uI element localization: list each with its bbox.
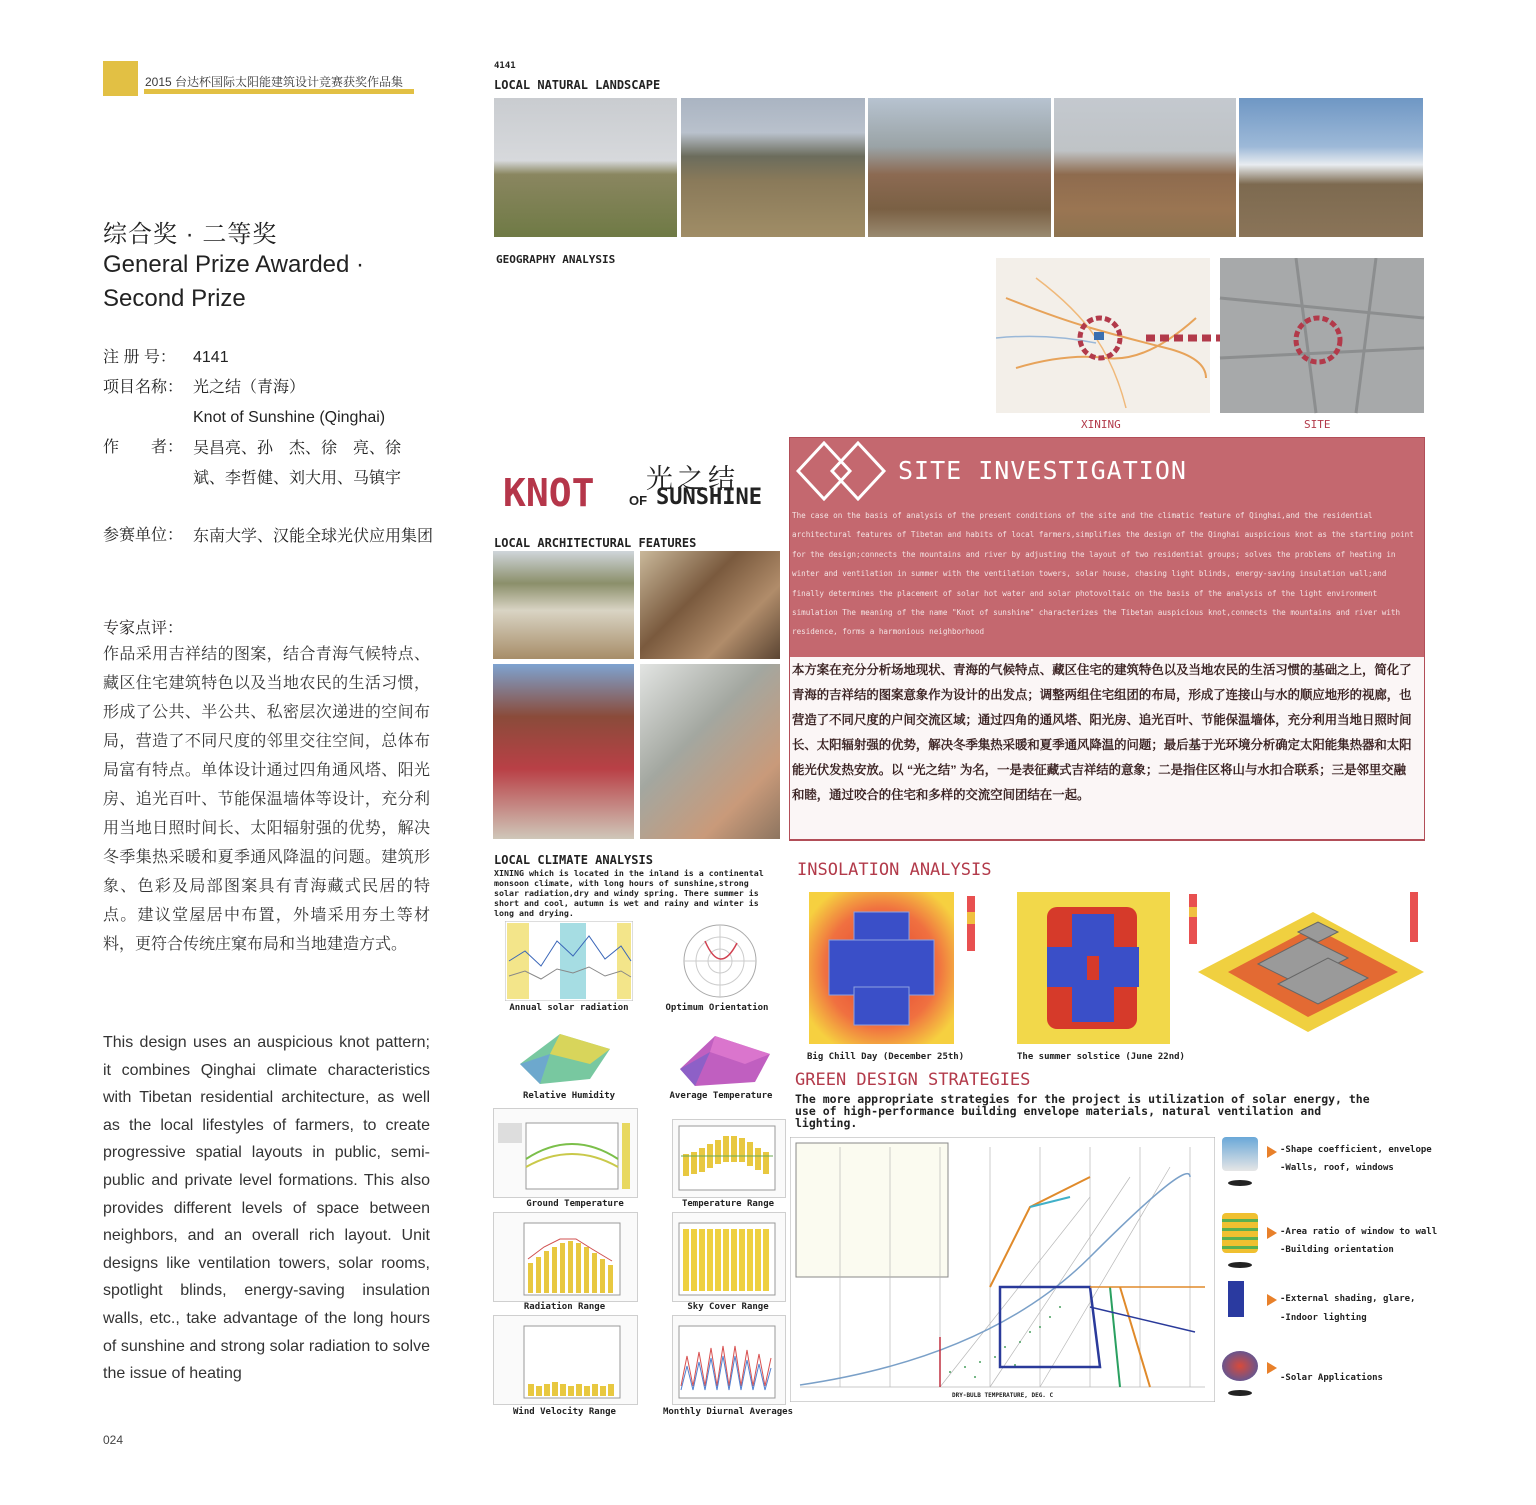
award-title-en: General Prize Awarded · Second Prize — [103, 251, 365, 312]
project-name-en-row — [103, 404, 386, 431]
project-name-en: Knot of Sunshine (Qinghai) — [193, 409, 386, 426]
ground-temperature-caption: Ground Temperature — [526, 1199, 624, 1209]
annual-radiation-chart — [505, 921, 633, 1001]
award-title-cn: 综合奖 · 二等奖 — [103, 221, 278, 248]
window-wall-shadow-icon — [1228, 1262, 1252, 1268]
strategy-1-line-2: -Walls, roof, windows — [1280, 1163, 1394, 1173]
wind-velocity-range-chart — [493, 1315, 638, 1405]
window-wall-ratio-icon — [1222, 1213, 1258, 1253]
optimum-orientation-chart — [675, 921, 765, 1001]
radiation-range-caption: Radiation Range — [523, 1302, 606, 1312]
strategy-2-line-2: -Building orientation — [1280, 1245, 1394, 1255]
green-strategies-title: GREEN DESIGN STRATEGIES — [795, 1070, 1031, 1090]
average-temperature-chart — [670, 1024, 780, 1090]
review-text-en: This design uses an auspicious knot pattern; it combines Qinghai climate characteristics with Tibetan residential architecture, as well as the local lifestyles of farmers, to create progressive spatial layouts in public, semi-public and private level formations. This also provides different levels of space between neighbors, and an overall rich layout. Unit designs like ventilation towers, solar rooms, spotlight blinds, energy-saving insulation walls, etc., take advantage of the long hours of sunshine and strong solar radiation to solve the issue of heating — [103, 1034, 430, 1383]
strategy-3-line-2: -Indoor lighting — [1280, 1313, 1367, 1323]
xining-label: XINING — [1081, 418, 1121, 431]
strategy-4-line-1: -Solar Applications — [1280, 1373, 1383, 1383]
site-investigation-title: SITE INVESTIGATION — [898, 456, 1187, 485]
envelope-icon — [1222, 1137, 1258, 1171]
insolation-winter-caption: Big Chill Day (December 25th) — [807, 1052, 965, 1062]
climate-text: XINING which is located in the inland is a continental monsoon climate, with long hours of sunshine,strong solar radiation,dry and windy spring. There summer is short and cool, autumn is wet and rainy and winter is long and drying. — [494, 868, 764, 918]
psychrometric-legend — [796, 1143, 948, 1277]
architecture-photo-4 — [640, 664, 780, 839]
logo-cn: 光之结 — [646, 464, 739, 494]
registration-value: 4141 — [193, 349, 229, 366]
temperature-range-caption: Temperature Range — [681, 1199, 775, 1209]
registration-label: 注 册 号： — [103, 349, 176, 366]
logo-knot: KNOT — [503, 471, 595, 515]
envelope-shadow-icon — [1228, 1180, 1252, 1186]
strategy-3-line-1: -External shading, glare, — [1280, 1294, 1416, 1304]
architecture-title: LOCAL ARCHITECTURAL FEATURES — [494, 536, 697, 550]
psychrometric-x-label: DRY-BULB TEMPERATURE, DEG. C — [952, 1392, 1054, 1399]
monthly-diurnal-averages-chart — [672, 1315, 786, 1405]
optimum-orientation-caption: Optimum Orientation — [665, 1003, 769, 1013]
knot-diamond-icon — [796, 441, 888, 501]
architecture-photo-3 — [493, 664, 634, 839]
organization-row — [103, 522, 434, 549]
radiation-range-chart — [493, 1212, 638, 1302]
organization-label: 参赛单位： — [103, 527, 184, 544]
annual-radiation-caption: Annual solar radiation — [509, 1003, 629, 1013]
psychrometric-chart — [790, 1137, 1215, 1402]
insolation-winter-map — [809, 892, 979, 1044]
logo-of: OF — [629, 493, 648, 508]
monthly-diurnal-averages-caption: Monthly Diurnal Averages — [662, 1407, 794, 1417]
geography-map — [996, 258, 1426, 436]
landscape-photo-2 — [681, 98, 865, 237]
architecture-photo-1 — [493, 551, 634, 659]
logo-sunshine: SUNSHINE — [656, 485, 762, 510]
landscape-title: LOCAL NATURAL LANDSCAPE — [494, 78, 661, 92]
insolation-summer-map — [1017, 892, 1202, 1044]
review-title: 专家点评： — [103, 620, 184, 637]
strategy-1-line-1: -Shape coefficient, envelope — [1280, 1145, 1432, 1155]
strategy-2-line-1: -Area ratio of window to wall — [1280, 1227, 1438, 1237]
registration-row — [103, 344, 229, 371]
landscape-photo-3 — [868, 98, 1051, 237]
landscape-photo-4 — [1054, 98, 1236, 237]
geography-title: GEOGRAPHY ANALYSIS — [496, 253, 616, 266]
project-name-cn: 光之结（青海） — [193, 379, 306, 396]
page-number: 024 — [103, 1433, 124, 1447]
shading-icon — [1228, 1281, 1244, 1317]
climate-title: LOCAL CLIMATE ANALYSIS — [494, 853, 653, 867]
relative-humidity-caption: Relative Humidity — [522, 1091, 616, 1101]
header-accent-square — [103, 61, 138, 96]
insolation-title: INSOLATION ANALYSIS — [797, 860, 992, 880]
authors-value: 吴昌亮、孙 杰、徐 亮、徐 斌、李哲健、刘大用、马镇宇 — [193, 440, 418, 487]
board-id: 4141 — [494, 61, 516, 71]
arrow-icon-2 — [1267, 1227, 1277, 1239]
arrow-icon-4 — [1267, 1362, 1277, 1374]
project-name-label: 项目名称： — [103, 379, 184, 396]
wind-velocity-range-caption: Wind Velocity Range — [513, 1407, 616, 1417]
solar-shadow-icon — [1228, 1390, 1252, 1396]
insolation-3d-model — [1198, 892, 1424, 1044]
book-title: 2015 台达杯国际太阳能建筑设计竞赛获奖作品集 — [145, 75, 404, 89]
ground-temperature-chart — [493, 1108, 638, 1198]
solar-applications-icon — [1222, 1351, 1258, 1381]
organization-value: 东南大学、汉能全球光伏应用集团 — [193, 528, 434, 545]
green-strategies-text: The more appropriate strategies for the project is utilization of solar energy, the use of high-performance building envelope materials, natural ventilation and lighting. — [795, 1092, 1370, 1130]
temperature-range-chart — [672, 1119, 786, 1198]
site-label: SITE — [1304, 418, 1331, 431]
relative-humidity-chart — [510, 1024, 620, 1090]
sky-cover-range-caption: Sky Cover Range — [687, 1302, 769, 1312]
review-text-cn: 作品采用吉祥结的图案，结合青海气候特点、藏区住宅建筑特色以及当地农民的生活习惯，形成了公共、半公共、私密层次递进的空间布局，营造了不同尺度的邻里交往空间，总体布局富有特点。单体设计通过四角通风塔、阳光房、追光百叶、节能保温墙体等设计，充分利用当地日照时间长、太阳辐射强的优势，解决冬季集热采暖和夏季通风降温的问题。建筑形象、色彩及局部图案具有青海藏式民居的特点。建议堂屋居中布置，外墙采用夯土等材料，更符合传统庄窠布局和当地建造方式。 — [103, 646, 430, 953]
arrow-icon-1 — [1267, 1146, 1277, 1158]
site-investigation-text-cn: 本方案在充分分析场地现状、青海的气候特点、藏区住宅的建筑特色以及当地农民的生活习惯的基础之上，简化了青海的吉祥结的图案意象作为设计的出发点；调整两组住宅组团的布局，形成了连接山与水的顺应地形的视廊，也营造了不同尺度的户间交流区域；通过四角的通风塔、阳光房、追光百叶、节能保温墙体，充分利用当地日照时间长、太阳辐射强的优势，解决冬季集热采暖和夏季通风降温的问题；最后基于光环境分析确定太阳能集热器和太阳能光伏发热安放。以 “光之结” 为名，一是表征藏式吉祥结的意象；二是指住区将山与水扣合联系；三是邻里交融和睦，通过咬合的住宅和多样的交流空间团结在一起。 — [792, 663, 1412, 802]
landscape-photo-1 — [494, 98, 677, 237]
site-investigation-text-en: The case on the basis of analysis of the present conditions of the site and the climatic feature of Qinghai,and the residential architectural features of Tibetan and habits of local farmers,simplifies the design of the Qinghai auspicious knot as the starting point for the design;connects the mountains and river by adjusting the layout of two residential groups; solves the problems of heating in winter and ventilation in summer with the ventilation towers, solar house, chasing light blinds, energy-saving insulation wall;and finally determines the placement of solar hot water and solar photovoltaic on the basis of the analysis of the light environment simulation The meaning of the name "Knot of sunshine" characterizes the Tibetan auspicious knot,connects the mountains and river with residence, forms a harmonious neighborhood — [792, 511, 1414, 637]
authors-row — [103, 434, 418, 487]
insolation-summer-caption: The summer solstice (June 22nd) — [1017, 1052, 1185, 1062]
arrow-icon-3 — [1267, 1294, 1277, 1306]
landscape-photo-5 — [1239, 98, 1423, 237]
architecture-photo-2 — [640, 551, 780, 659]
project-name-row — [103, 374, 306, 401]
sky-cover-range-chart — [672, 1212, 786, 1302]
authors-label: 作 者： — [103, 439, 184, 456]
satellite-map — [1220, 258, 1424, 413]
average-temperature-caption: Average Temperature — [669, 1091, 773, 1101]
